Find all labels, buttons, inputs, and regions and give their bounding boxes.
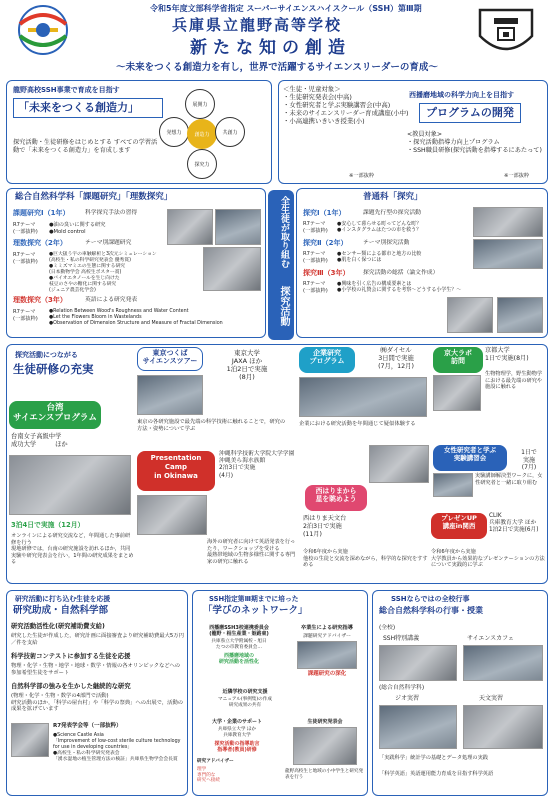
funding-tag: 研究活動に打ち込む生徒を応援: [15, 595, 111, 603]
p2-r7: R7テーマ (一部抜粋): [303, 251, 328, 264]
p3-desc: 探究活動の総括（論文作成）: [363, 270, 439, 276]
okinawa-body: 海外の研究者に向けて英語発表を行ったり，ワークショップを受ける 最熱帯地域の生物多様性に関する専門家の研究に触れる: [207, 539, 296, 565]
training-panel: [6, 344, 548, 584]
vertical-banner: [268, 190, 294, 340]
k1-desc: 科学探究手法の習得: [85, 210, 138, 216]
vertical-text-2: 探究活動: [278, 286, 289, 326]
circle-idea: 発想力: [159, 117, 189, 147]
pres-detail: CLIK 兵庫教育大学 ほか 1泊2日で実施(6月): [489, 513, 539, 534]
k1-r7: R7テーマ (一部抜粋): [13, 222, 38, 235]
photo-club: [11, 723, 49, 757]
tokyo-detail: 東京大学 JAXA ほか 1泊2日で実施 (8月): [226, 349, 268, 382]
note-2: ※一部抜粋: [504, 173, 530, 179]
k3-r7: R7テーマ (一部抜粋): [13, 309, 38, 322]
n2-effect: 課題研究の深化: [307, 671, 347, 677]
photo-joshi: [433, 473, 473, 497]
p3-r7: R7テーマ (一部抜粋): [303, 281, 328, 294]
network-heading: 「学びのネットワーク」: [203, 605, 308, 616]
n5-title: 生徒研究発表会: [307, 719, 343, 725]
note-1: ※一部抜粋: [349, 173, 375, 179]
circle-creativity: 創造力: [187, 119, 217, 149]
k3-themes: ●Relation Between Wood's Roughness and Water Content ●Let the Flowers Bloom in Wastelands ●Observation of Dimension Structure and Measure of Fractal Dimension: [49, 309, 223, 326]
slogan: ～未来をつくる創造力を有し，世界で活躍するサイエンスリーダーの育成～: [116, 62, 438, 73]
n3-title: 近隣学校の研究支援: [222, 689, 268, 695]
research-title: 総合自然科学科「課題研究」「理数探究」: [15, 192, 173, 202]
creativity-heading: 「未来をつくる創造力」: [13, 98, 163, 118]
photo-astronomy: [463, 705, 543, 749]
k2-r7: R7テーマ (一部抜粋): [13, 252, 38, 265]
p2-title: 探究Ⅱ（2年）: [303, 239, 348, 247]
nishi-title: 西はりまから 星を眺めよう: [305, 485, 367, 511]
science-cafe-label: サイエンスカフェ: [467, 635, 514, 642]
school-emblem: [476, 6, 536, 58]
vertical-text-1: 全生徒が取り組む: [279, 196, 289, 268]
program-panel: [278, 80, 548, 184]
taiwan-detail: 台南女子高級中学 成功大学 ほか: [11, 433, 68, 448]
n2-body: 課題研究アドバイザー: [303, 634, 351, 639]
tokyo-title: 東京つくば サイエンスツアー: [137, 347, 203, 371]
n1-title: 西播磨SSH3校連携委員会 (龍野・相生産業・姫路東): [209, 625, 269, 638]
nishi-detail: 西はりま天文台 2泊3日で実施 (11月): [303, 515, 347, 538]
taiwan-when: 3泊4日で実施（12月）: [11, 521, 85, 529]
k2-title: 理数探究（2年）: [13, 239, 67, 247]
zenkou-label: (全校): [379, 625, 396, 631]
circle-cocreate: 共創力: [215, 117, 245, 147]
general-panel: [296, 188, 548, 338]
p1-desc: 課題先行型の探究活動: [363, 210, 421, 216]
a1-title: 研究活動活性化(研究補助費支給): [11, 623, 105, 630]
n4-title: 大学・企業のサポート: [211, 719, 262, 725]
p1-r7: R7テーマ (一部抜粋): [303, 221, 328, 234]
joshi-detail: 1日で 実施 (7月): [521, 449, 537, 471]
photo-taiwan: [9, 455, 131, 515]
photo-ssh-lecture: [379, 645, 457, 681]
k1-themes: ●油の臭いに関する研究 ●Mold control: [49, 222, 106, 235]
a3-title: 自然科学部の強みを生かした継続的な研究: [11, 683, 131, 690]
nishi-body: 令和6年度から実施 他校の生徒と交流を深めながら，科学的な探究をすすめる: [303, 549, 428, 568]
events-heading: 総合自然科学科の行事・授業: [379, 606, 483, 615]
network-tag: SSH指定第Ⅲ期までに培った: [209, 595, 299, 603]
creativity-panel: [6, 80, 272, 184]
k3-title: 理数探究（3年）: [13, 296, 67, 304]
p1-title: 探究Ⅰ（1年）: [303, 209, 346, 217]
photo-nishi: [369, 445, 429, 483]
geo-label: ジオ実習: [395, 695, 420, 702]
research-panel: [6, 188, 266, 338]
page-title: 新たな知の創造: [190, 38, 351, 58]
n2-title: 卒業生による研究指導: [301, 625, 353, 631]
header-subtitle: 令和5年度文部科学省指定 スーパーサイエンスハイスクール（SSH）第Ⅲ期: [150, 4, 422, 13]
k2-desc: テーマ別課題研究: [85, 240, 132, 246]
program-tag: 西播磨地域の科学力向上を目指す: [409, 91, 514, 99]
a3-body: (物理・化学・生物・数学の4部門で活動) 研究活動のほか，「科学の屋台村」や「科学の祭典」への出展で，活動の成果を拡げています: [11, 693, 184, 713]
photo-research-1: [167, 209, 213, 245]
astronomy-label: 天文実習: [479, 695, 504, 702]
ssh-logo: [8, 4, 78, 56]
network-panel: [192, 590, 368, 796]
jissen-text: 「実践科学」統計学の基礎とデータ処理の実践: [379, 755, 488, 761]
photo-general-3: [447, 297, 493, 333]
p2-themes: ●センサー類による都市と地方の比較 ●肌を白く保つには: [337, 251, 422, 264]
photo-general-4: [497, 297, 543, 333]
ssh-lecture-label: SSH特別講義: [383, 635, 420, 642]
pres-body: 令和6年度から実施 大学教員から効果的なプレゼンテーションの方法について実践的に学ぶ: [431, 549, 545, 568]
photo-okinawa: [137, 495, 207, 535]
creativity-body: 探究活動・生徒研修をはじめとする すべての学習活動で「未来をつくる創造力」を育成します: [13, 139, 158, 154]
okinawa-title: Presentation Camp in Okinawa: [137, 451, 215, 491]
taiwan-body: オンラインによる研究交流など，年間通した事前研修を行う 現地研修では，台南の研究施設を訪れるほか，共同実験や研究発表会を行い，1年間の研究成果をまとめる: [11, 533, 134, 565]
events-panel: [372, 590, 548, 796]
a2-title: 科学技術コンテストに参加する生徒を応援: [11, 653, 131, 660]
funding-heading: 研究助成・自然科学部: [13, 605, 109, 616]
n4-body: 兵庫県立大学 ほか 兵庫教育大学: [217, 727, 257, 738]
photo-kyoto: [433, 375, 481, 411]
kyoto-detail: 京都大学 1日で実施(8月): [485, 347, 529, 362]
funding-panel: [6, 590, 188, 796]
training-tag: 探究活動につながる: [15, 351, 78, 359]
kigyo-body: 企業における研究活動を年間通じて疑似体験する: [299, 421, 416, 427]
k1-title: 課題研究Ⅰ（1年）: [13, 209, 70, 217]
p1-themes: ●安心して暮らせる町ってどんな町？ ●インスタグラムはたつの市を救う？: [337, 221, 422, 234]
program-heading: プログラムの開発: [419, 103, 521, 123]
n3-body: マニュアル(事例集)の作成 研究成果の共有: [218, 697, 272, 708]
kyoto-title: 京大ラボ 訪問: [433, 347, 483, 373]
photo-kigyo: [299, 377, 427, 417]
kigyo-title: 企業研究 プログラム: [299, 347, 355, 373]
joshi-body: 実験講師解決型ワークに，女性研究者と一緒に取り組む: [475, 473, 543, 486]
kagaku-text: 「科学英語」英語運用能力育成を目指す科学英語: [379, 771, 494, 777]
p3-title: 探究Ⅲ（3年）: [303, 269, 350, 277]
tokyo-body: 東京の各研究施設で最先端の科学技術に触れることで，研究の方法・姿勢について学ぶ: [137, 419, 286, 432]
kigyo-detail: ㈱ダイセル 3日間で実施 (7月，12月): [378, 347, 414, 370]
k3-desc: 英語による研究発表: [85, 297, 138, 303]
n1-body: 兵庫県立大学附属校・旭日 たつの市教育委員会…: [211, 639, 267, 650]
kyoto-body: 生物物理学，野生動物学における最先端の研究や施設に触れる: [485, 371, 543, 390]
n6-title: 研究アドバイザー: [197, 759, 234, 764]
general-title: 普通科「探究」: [363, 192, 423, 202]
photo-research-3: [203, 247, 261, 291]
photo-tokyo: [137, 375, 203, 415]
k2-themes: ●巨大扱う宇の車触解析と3次元シミュレーション (高校生・私の科学研究発表会 優秀賞) ●ミミズマミエの生態に関する研究 (日本動物学会 高校生ポスター賞) ●バイオエタノールを生じ向けた 枝豆のさやの糖化に関する研究 (ジュニア農芸化学会): [49, 252, 157, 293]
events-tag: SSHならではの全校行事: [391, 595, 470, 603]
photo-research-2: [215, 209, 261, 245]
circle-inquiry: 探究力: [187, 149, 217, 179]
teacher-programs: <教員対象> ・探究活動指導力向上プログラム ・SSH職員研修(探究活動を指導するにあたって): [407, 131, 542, 154]
photo-general-2: [473, 239, 543, 269]
taiwan-title: 台湾 サイエンスプログラム: [9, 401, 101, 429]
photo-geo: [379, 705, 457, 749]
photo-general-1: [473, 207, 543, 237]
n6-body: 理学 専門的な 研究へ接続: [197, 767, 220, 784]
okinawa-detail: 沖縄科学技術大学院大学学園 沖縄美ら海水族館 2泊3日で実施 (4月): [219, 451, 295, 479]
circle-develop: 展開力: [185, 89, 215, 119]
p2-desc: テーマ別探究活動: [363, 240, 410, 246]
r7-body: ●Science Castle Asia 「Improvement of low-cost sterile culture technology for use in developing countries」 ●高校生・私の科学研究発表会 「湧水湿地の植生管理方法の検証」兵庫県生物学会会長賞: [53, 733, 181, 762]
school-name: 兵庫県立龍野高等学校: [172, 16, 343, 34]
n1-effect: 西播磨地域の 研究活動を活性化: [218, 653, 259, 666]
creativity-tag: 龍野高校SSH事業で育成を目指す: [13, 86, 120, 94]
a1-body: 研究した生徒が作成した，研究計画に面接審査より研究補助費最大5万円／件を支給: [11, 633, 184, 646]
a2-body: 物理・化学・生物・地学・地球・数学・情報の各オリンピックなどへの参加希望生徒をサポート: [11, 663, 181, 676]
p3-themes: ●興味を引く広告の構成要素とは ●小学校の礼賛会に関するを考察～どうする小学生？～: [337, 281, 462, 294]
student-programs: ＜生徒・児童対象＞ ・生徒研究発表会(中高) ・女性研究者と学ぶ実験講習会(中高) ・未来のサイエンスリーダー育成講座(小中) ・小高連携いきいき授業(小): [283, 85, 409, 125]
joshi-title: 女性研究者と学ぶ 実験講習会: [433, 445, 507, 471]
photo-science-cafe: [463, 645, 543, 681]
photo-network-2: [293, 727, 357, 765]
training-heading: 生徒研修の充実: [13, 362, 94, 376]
pres-title: プレゼンUP 講座in関西: [431, 513, 487, 539]
n5-body: 龍野高校生と地域の小中学生と研究発表を行う: [285, 769, 364, 780]
r7-title: R7発表学会等（一部抜粋）: [53, 723, 122, 729]
n4-effect: 探究活動の指導助言 指導者(教員)研修: [214, 741, 260, 754]
sogo-label: (総合自然科学科): [379, 685, 425, 691]
photo-network-1: [297, 641, 357, 669]
